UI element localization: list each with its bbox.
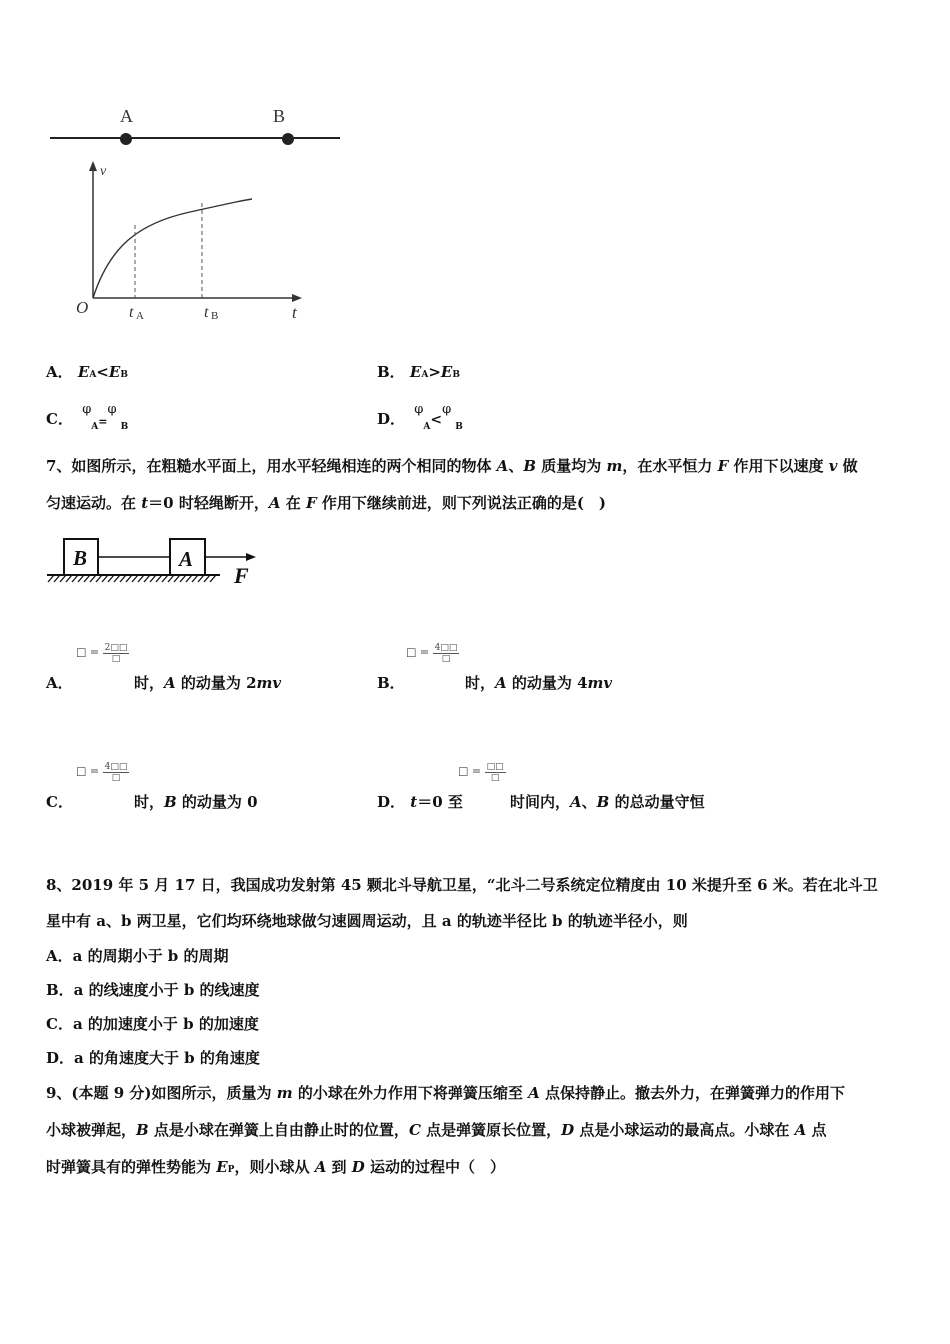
point-a-label: A xyxy=(120,106,133,126)
q7-var-b: B xyxy=(596,793,610,811)
q7-stem-line2 xyxy=(46,492,606,513)
q6-option-d-label: D． xyxy=(377,410,406,428)
q8-option-b[interactable]: B．a 的线速度小于 b 的线速度 xyxy=(46,981,260,999)
q6-option-c-s1: A xyxy=(91,422,99,432)
q7-option-a-num: 2□□ xyxy=(104,643,128,653)
q7-text: 时， xyxy=(465,674,496,692)
q9-stem-line3 xyxy=(46,1156,505,1177)
q7-var-m: m xyxy=(606,457,623,475)
q6-option-a-label: A． xyxy=(46,363,73,381)
q6-option-c-s2: B xyxy=(120,422,129,432)
q6-option-d-s1: A xyxy=(423,422,431,432)
q7-option-a-formula xyxy=(76,640,129,664)
q7-text: ，在水平恒力 xyxy=(622,457,718,475)
q7-text: ＝0 至 xyxy=(417,793,463,811)
q7-option-a-lhs: □ = xyxy=(76,645,100,659)
q7-text: 的动量为 0 xyxy=(176,793,258,811)
q9-text: 9、(本题 9 分)如图所示，质量为 xyxy=(46,1084,277,1102)
q9-text: 点是小球运动的最高点。小球在 xyxy=(574,1121,795,1139)
q6-option-b-e1: E xyxy=(409,363,422,381)
v-axis-label: v xyxy=(100,164,107,179)
ground-hatching xyxy=(48,575,216,582)
q7-text: 作用下继续前进，则下列说法正确的是( ) xyxy=(316,494,607,512)
q6-option-b-rel: > xyxy=(428,363,441,381)
q9-var-c: C xyxy=(408,1121,421,1139)
q8-stem-line2: 星中有 a、b 两卫星，它们均环绕地球做匀速圆周运动，且 a 的轨迹半径比 b 的轨迹半径小，则 xyxy=(46,912,688,930)
q6-option-b-s1: A xyxy=(421,370,429,380)
q7-option-b-lhs: □ = xyxy=(406,645,430,659)
velocity-curve xyxy=(93,199,252,298)
q7-text: 的动量为 2 xyxy=(175,674,257,692)
q7-text: 在 xyxy=(280,494,306,512)
q9-var-e: E xyxy=(216,1158,228,1176)
q8-option-c[interactable]: C．a 的加速度小于 b 的加速度 xyxy=(46,1015,259,1033)
q9-text: 点是小球在弹簧上自由静止时的位置， xyxy=(148,1121,409,1139)
point-a-dot xyxy=(120,133,132,145)
q7-text: 做 xyxy=(837,457,858,475)
q8-option-a[interactable]: A．a 的周期小于 b 的周期 xyxy=(46,947,229,965)
q7-text: ＝0 时轻绳断开， xyxy=(148,494,269,512)
q9-text: ，则小球从 xyxy=(234,1158,315,1176)
q7-option-a[interactable] xyxy=(46,672,73,693)
q9-var-m: m xyxy=(276,1084,293,1102)
q6-option-c[interactable] xyxy=(46,397,129,432)
q7-option-b-num: 4□□ xyxy=(434,643,458,653)
q6-option-d-s2: B xyxy=(455,422,463,432)
q6-option-d[interactable] xyxy=(377,397,463,432)
q6-option-c-phi2: φ xyxy=(107,402,117,417)
q7-option-d[interactable] xyxy=(377,791,463,812)
q7-var-a: A xyxy=(268,494,281,512)
velocity-time-figure xyxy=(40,95,350,330)
q7-var-a: A xyxy=(496,457,509,475)
block-a-label: A xyxy=(179,547,194,571)
q7-option-d-text xyxy=(510,791,705,812)
q7-var-mv: mv xyxy=(587,674,613,692)
q8-option-d[interactable]: D．a 的角速度大于 b 的角速度 xyxy=(46,1049,260,1067)
q8-stem-line1: 8、2019 年 5 月 17 日，我国成功发射第 45 颗北斗导航卫星，“北斗二号系统定位精度由 10 米提升至 6 米。若在北斗卫 xyxy=(46,876,878,894)
q7-text: 时间内， xyxy=(510,793,571,811)
q7-var-b: B xyxy=(523,457,537,475)
q7-var-mv: mv xyxy=(256,674,282,692)
point-b-dot xyxy=(282,133,294,145)
q9-text: 点保持静止。撤去外力，在弹簧弹力的作用下 xyxy=(539,1084,845,1102)
q6-option-d-phi1: φ xyxy=(414,402,424,417)
q7-var-b: B xyxy=(164,793,177,811)
q9-var-a: A xyxy=(314,1158,327,1176)
q9-var-a: A xyxy=(528,1084,540,1102)
q7-text: 的动量为 4 xyxy=(506,674,588,692)
block-b-label: B xyxy=(73,546,88,570)
q7-var-a: A xyxy=(570,793,582,811)
q9-var-d: D xyxy=(561,1121,575,1139)
q7-var-a: A xyxy=(495,674,507,692)
q6-option-a-s2: B xyxy=(120,370,128,380)
q7-option-c-den: □ xyxy=(111,773,121,783)
q7-text: 质量均为 xyxy=(536,457,607,475)
q7-option-d-lhs: □ = xyxy=(458,764,482,778)
q6-option-a-s1: A xyxy=(89,370,97,380)
q7-option-d-den: □ xyxy=(490,773,500,783)
q7-var-t: t xyxy=(410,793,418,811)
q9-var-a: A xyxy=(794,1121,807,1139)
q9-stem-line1 xyxy=(46,1082,845,1103)
t-axis-arrow xyxy=(292,294,302,302)
q7-option-d-label: D． xyxy=(377,793,406,811)
q7-option-c-text xyxy=(134,791,258,812)
q7-text: 匀速运动。在 xyxy=(46,494,142,512)
q6-option-a-rel: < xyxy=(96,363,109,381)
q7-option-b-formula xyxy=(406,640,459,664)
q7-text: 作用下以速度 xyxy=(728,457,829,475)
q6-option-a-e1: E xyxy=(77,363,90,381)
q6-option-b[interactable] xyxy=(377,361,460,382)
q6-option-b-s2: B xyxy=(452,370,460,380)
q7-text: 、 xyxy=(581,793,597,811)
q7-var-f: F xyxy=(305,494,317,512)
q7-option-d-formula xyxy=(458,759,506,783)
q7-option-a-text xyxy=(134,672,281,693)
q7-option-c-lhs: □ = xyxy=(76,764,100,778)
t-b-label: t xyxy=(204,304,209,321)
origin-label: O xyxy=(76,298,89,317)
q9-var-b: B xyxy=(136,1121,149,1139)
q7-var-a: A xyxy=(164,674,176,692)
q6-option-d-phi2: φ xyxy=(442,402,452,417)
q9-stem-line2 xyxy=(46,1119,826,1140)
q6-option-a[interactable] xyxy=(46,361,128,382)
point-b-label: B xyxy=(273,106,286,126)
t-axis-label: t xyxy=(292,303,297,322)
q6-option-c-phi1: φ xyxy=(82,402,92,417)
q9-text: 运动的过程中（ ） xyxy=(364,1158,506,1176)
q6-option-b-label: B． xyxy=(377,363,405,381)
v-axis-arrow xyxy=(89,161,97,171)
q9-var-d: D xyxy=(351,1158,365,1176)
q7-option-a-label: A． xyxy=(46,674,73,692)
q7-text: 、 xyxy=(508,457,524,475)
q7-option-c-label: C． xyxy=(46,793,73,811)
q7-text: 时， xyxy=(134,793,165,811)
q9-text: 点是弹簧原长位置， xyxy=(420,1121,562,1139)
q9-text: 到 xyxy=(326,1158,352,1176)
q6-option-b-e2: E xyxy=(440,363,453,381)
blocks-figure xyxy=(42,520,272,592)
q7-var-f: F xyxy=(717,457,729,475)
q9-var-e-sub: P xyxy=(227,1165,235,1175)
q7-option-c-formula xyxy=(76,759,129,783)
t-a-label: t xyxy=(129,304,134,321)
q7-option-b[interactable] xyxy=(377,672,405,693)
q7-option-c-num: 4□□ xyxy=(104,762,128,772)
q7-text: 时， xyxy=(134,674,165,692)
q7-text: 的总动量守恒 xyxy=(609,793,705,811)
q7-option-b-label: B． xyxy=(377,674,405,692)
q7-option-b-text xyxy=(465,672,612,693)
q6-option-a-e2: E xyxy=(108,363,121,381)
force-arrowhead xyxy=(246,553,256,561)
q9-text: 时弹簧具有的弹性势能为 xyxy=(46,1158,217,1176)
q6-option-d-rel: < xyxy=(430,412,443,428)
t-a-sub: A xyxy=(136,310,144,322)
q9-text: 小球被弹起， xyxy=(46,1121,137,1139)
q6-option-c-label: C． xyxy=(46,410,73,428)
q6-option-c-rel: = xyxy=(98,415,108,428)
q7-text: 7、如图所示，在粗糙水平面上，用水平轻绳相连的两个相同的物体 xyxy=(46,457,497,475)
force-label: F xyxy=(234,563,249,588)
q7-option-b-den: □ xyxy=(441,654,451,664)
q7-var-t: t xyxy=(141,494,149,512)
q7-var-v: v xyxy=(828,457,838,475)
q9-text: 的小球在外力作用下将弹簧压缩至 xyxy=(292,1084,529,1102)
q7-option-a-den: □ xyxy=(111,654,121,664)
q7-option-d-num: □□ xyxy=(486,762,504,772)
q7-option-c[interactable] xyxy=(46,791,73,812)
q7-stem-line1 xyxy=(46,455,858,476)
q9-text: 点 xyxy=(806,1121,827,1139)
t-b-sub: B xyxy=(211,310,219,322)
